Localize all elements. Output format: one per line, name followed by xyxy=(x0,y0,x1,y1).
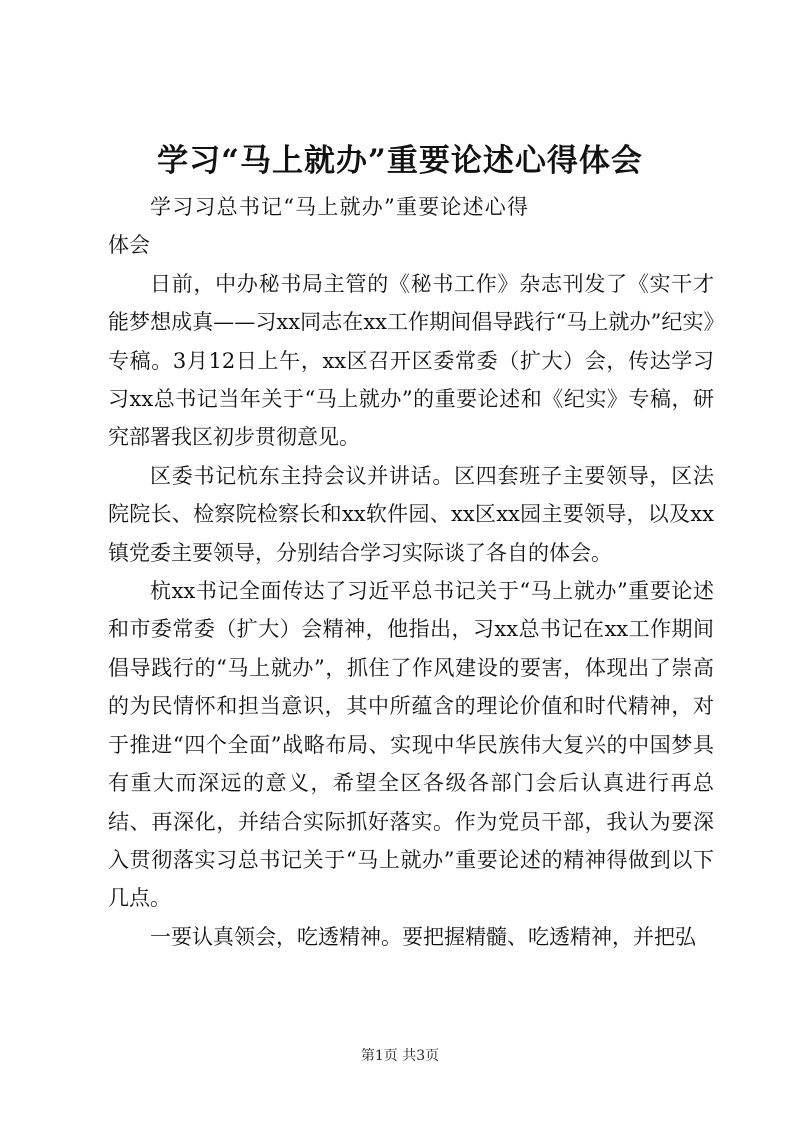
paragraph: 杭xx书记全面传达了习近平总书记关于“马上就办”重要论述和市委常委（扩大）会精神，他指出，习xx总书记在xx工作期间倡导践行的“马上就办”，抓住了作风建设的要害，体现出了崇高的为民情怀和担当意识，其中所蕴含的理论价值和时代精神，对于推进“四个全面”战略布局、实现中华民族伟大复兴的中国梦具有重大而深远的意义，希望全区各级各部门会后认真进行再总结、再深化，并结合实际抓好落实。作为党员干部，我认为要深入贯彻落实习总书记关于“马上就办”重要论述的精神得做到以下几点。 xyxy=(108,579,714,911)
paragraph: 日前，中办秘书局主管的《秘书工作》杂志刊发了《实干才能梦想成真——习xx同志在xx工作期间倡导践行“马上就办”纪实》专稿。3月12日上午，xx区召开区委常委（扩大）会，传达学习习xx总书记当年关于“马上就办”的重要论述和《纪实》专稿，研究部署我区初步贯彻意见。 xyxy=(108,271,714,450)
page-title: 学习“马上就办”重要论述心得体会 xyxy=(157,143,643,179)
paragraph: 区委书记杭东主持会议并讲话。区四套班子主要领导，区法院院长、检察院检察长和xx软件园、xx区xx园主要领导，以及xx镇党委主要领导，分别结合学习实际谈了各自的体会。 xyxy=(108,463,714,565)
paragraph: 一要认真领会，吃透精神。要把握精髓、吃透精神，并把弘 xyxy=(150,924,696,949)
page-number-footer: 第1页 共3页 xyxy=(360,1048,440,1064)
document-body xyxy=(108,188,714,956)
paragraph-subtitle: 学习习总书记“马上就办”重要论述心得体会 xyxy=(108,195,528,258)
